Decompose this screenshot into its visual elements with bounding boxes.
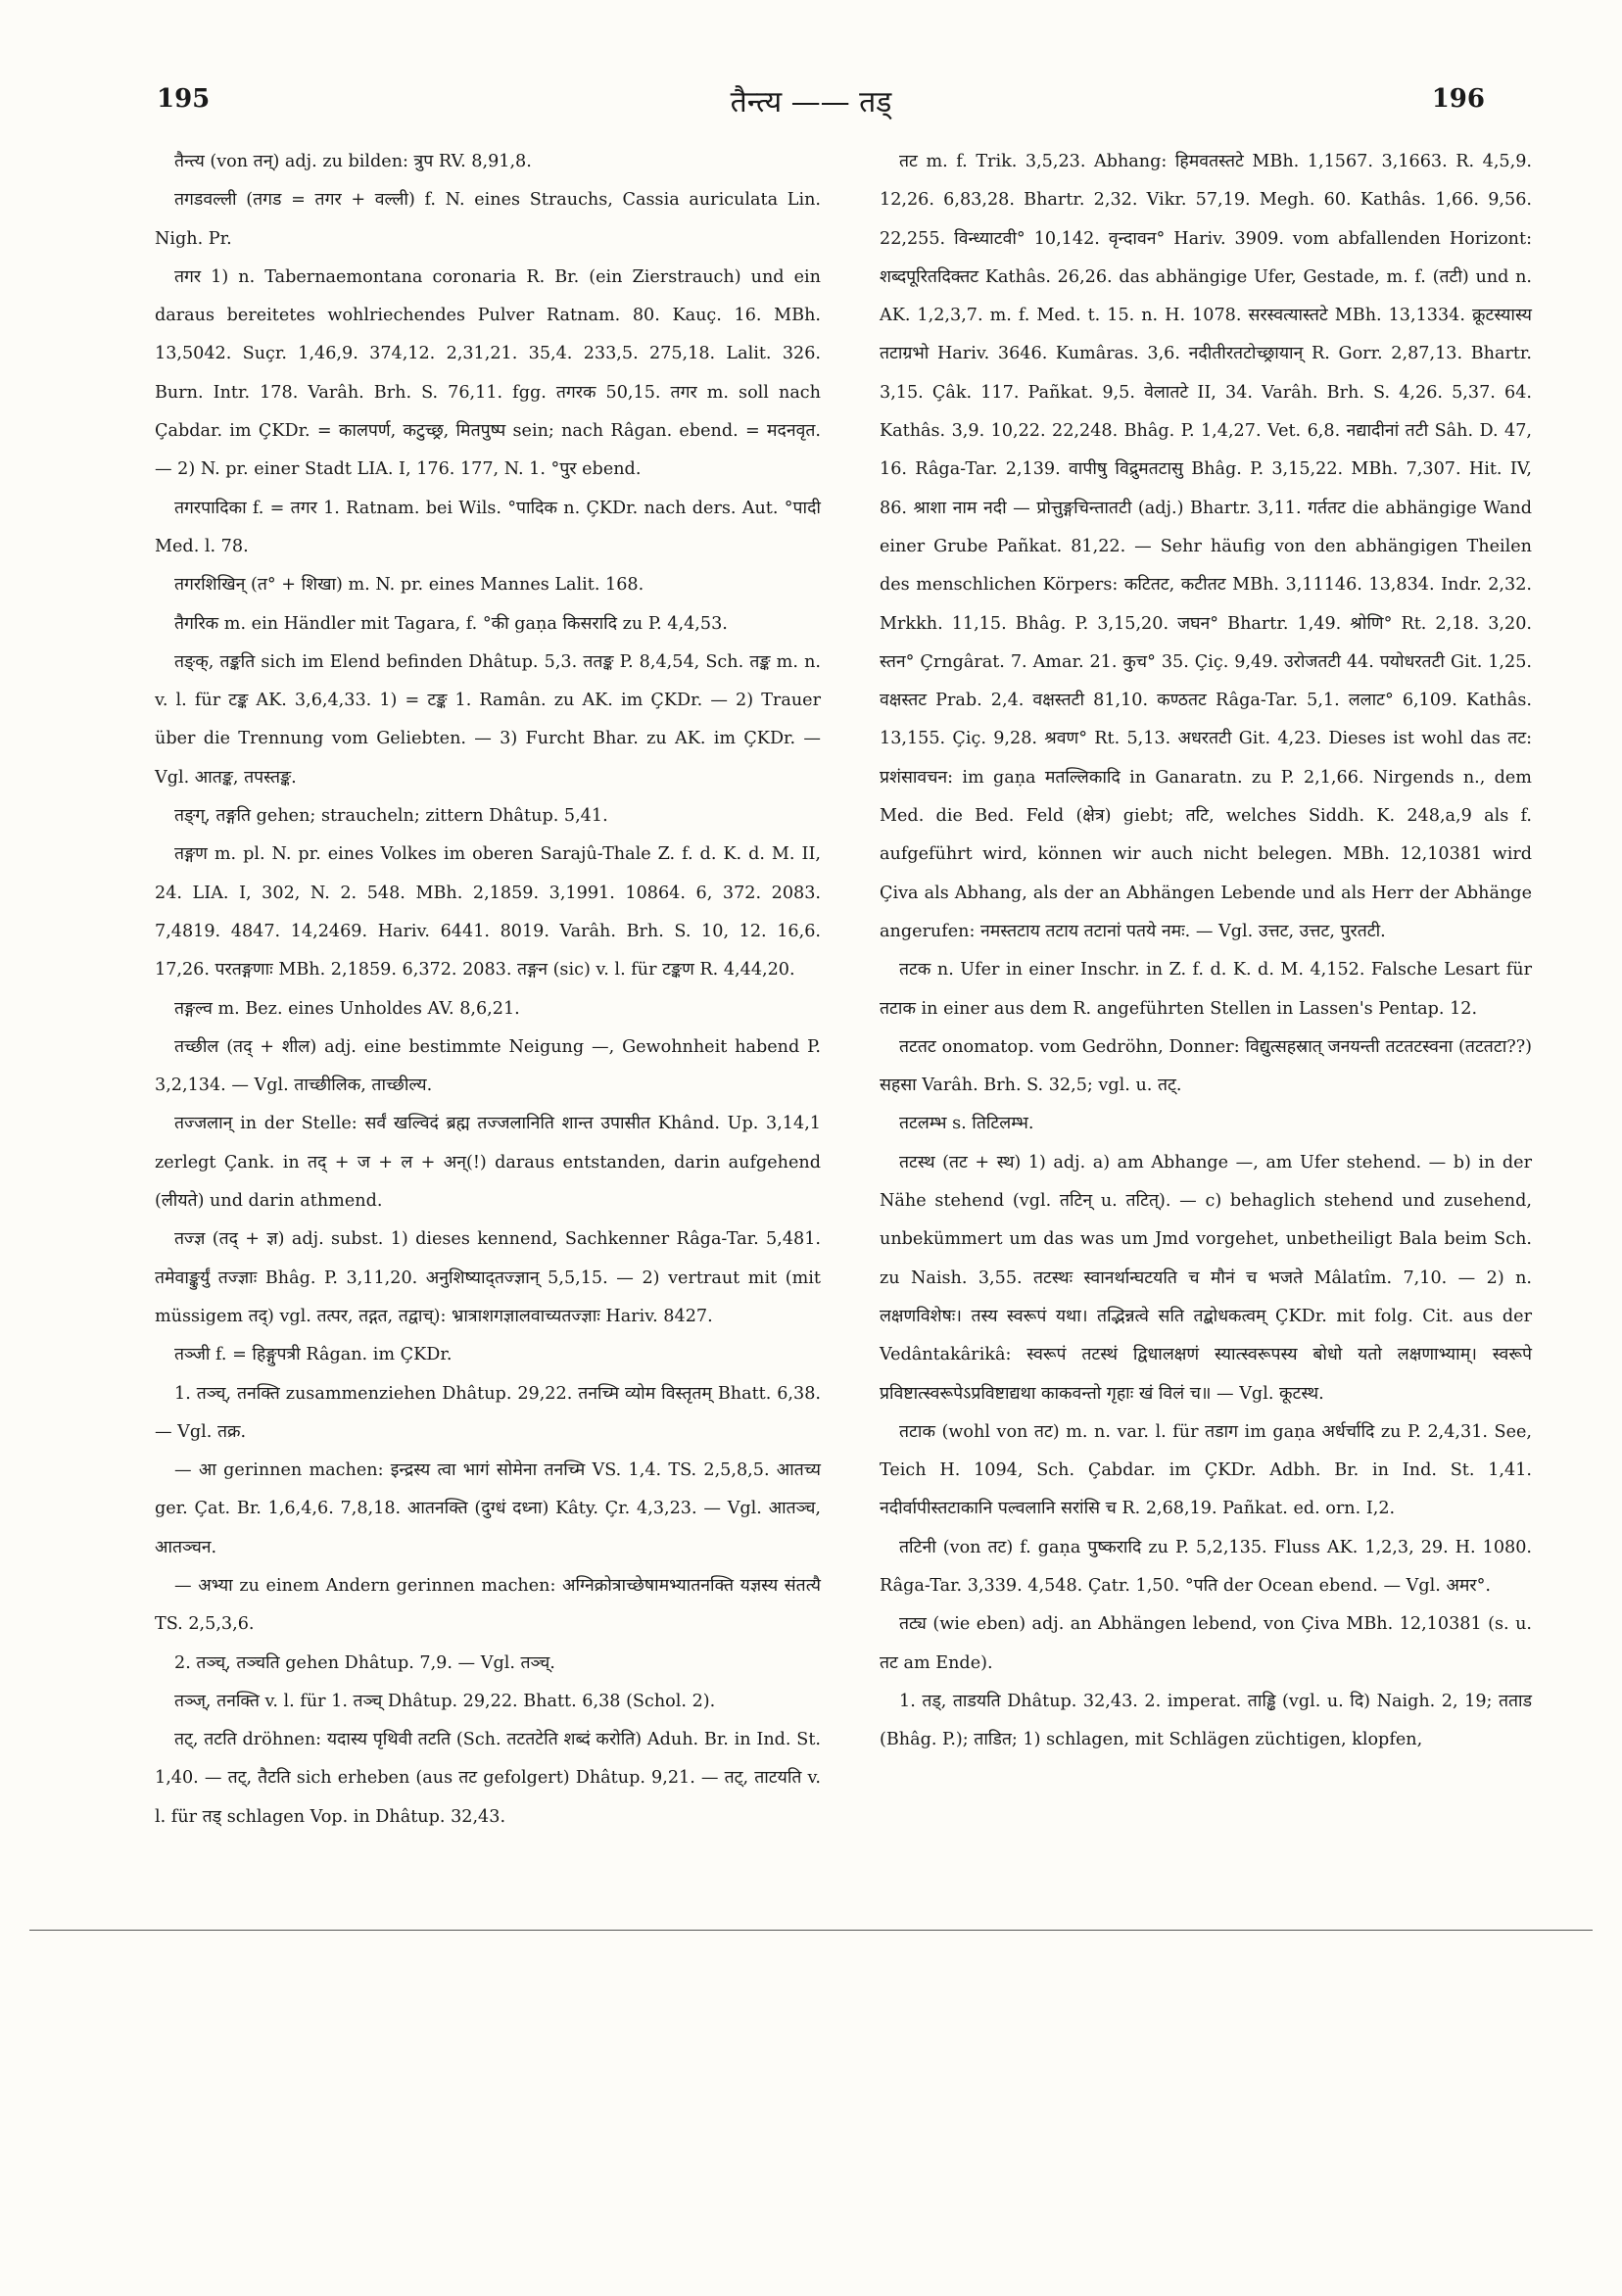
entry: तगर 1) n. Tabernaemontana coronaria R. Br. (ein Zierstrauch) und ein daraus bereitetes wohlriechendes Pulver Ratnam. 80. Kauç. 16. MBh. 13,5042. Suçr. 1,46,9. 374,12. 2,31,21. 35,4. 233,5. 275,18. Lalit. 326. Burn. Intr. 178. Varâh. Brh. S. 76,11. fgg. तगरक 50,15. तगर m. soll nach Çabdar. im ÇKDr. = कालपर्ण, कटुच्छ्र, मितपुष्प sein; nach Râgan. ebend. = मदनवृत. — 2) N. pr. einer Stadt LIA. I, 176. 177, N. 1. °पुर ebend. bbox=[155, 266, 821, 480]
footer-rule bbox=[29, 1930, 1593, 1931]
entry: 2. तञ्च्, तञ्चति gehen Dhâtup. 7,9. — Vgl. तञ्च्. bbox=[174, 1652, 555, 1673]
right-column bbox=[880, 143, 1532, 1759]
entry: तच्छील (तद् + शील) adj. eine bestimmte Neigung —, Gewohnheit habend P. 3,2,134. — Vgl. ताच्छीलिक, ताच्छील्य. bbox=[155, 1036, 821, 1096]
entry: — अभ्या zu einem Andern gerinnen machen: अग्निक्रोत्राच्छेषामभ्यातनक्ति यज्ञस्य संतत्यै TS. 2,5,3,6. bbox=[155, 1575, 821, 1635]
entry: 1. तड्, ताडयति Dhâtup. 32,43. 2. imperat. ताड्ढि (vgl. u. दि) Naigh. 2, 19; तताड (Bhâg. P.); ताडित; 1) schlagen, mit Schlägen züchtigen, klopfen, bbox=[880, 1691, 1532, 1750]
entry: तगरशिखिन् (त° + शिखा) m. N. pr. eines Mannes Lalit. 168. bbox=[174, 575, 644, 596]
entry: तङ्गल्व m. Bez. eines Unholdes AV. 8,6,21. bbox=[174, 998, 520, 1019]
entry: तज्ज्ञ (तद् + ज्ञ) adj. subst. 1) dieses kennend, Sachkenner Râga-Tar. 5,481. तमेवाङ्कुर्युं तज्ज्ञाः Bhâg. P. 3,11,20. अनुशिष्याद्तज्ज्ञान् 5,5,15. — 2) vertraut mit (mit müssigem तद्) vgl. तत्पर, तद्गत, तद्वाच्): भ्रात्राशगज्ञालवाच्यतज्ज्ञाः Hariv. 8427. bbox=[155, 1229, 821, 1326]
entry: 1. तञ्च्, तनक्ति zusammenziehen Dhâtup. 29,22. तनच्मि व्योम विस्तृतम् Bhatt. 6,38. — Vgl. तक्र. bbox=[155, 1383, 821, 1442]
page-header bbox=[0, 84, 1622, 123]
entry: तङ्ग्, तङ्गति gehen; straucheln; zittern Dhâtup. 5,41. bbox=[174, 806, 608, 827]
entry: तङ्गण m. pl. N. pr. eines Volkes im oberen Sarajû-Thale Z. f. d. K. d. M. II, 24. LIA. I, 302, N. 2. 548. MBh. 2,1859. 3,1991. 10864. 6, 372. 2083. 7,4819. 4847. 14,2469. Hariv. 6441. 8019. Varâh. Brh. S. 10, 12. 16,6. 17,26. परतङ्गणाः MBh. 2,1859. 6,372. 2083. तङ्गन (sic) v. l. für टङ्कण R. 4,44,20. bbox=[155, 844, 821, 981]
entry: तगरपादिका f. = तगर 1. Ratnam. bei Wils. °पादिक n. ÇKDr. nach ders. Aut. °पादी Med. l. 78. bbox=[155, 498, 821, 556]
entry: तञ्जी f. = हिङ्गुपत्री Râgan. im ÇKDr. bbox=[174, 1345, 453, 1365]
entry: — आ gerinnen machen: इन्द्रस्य त्वा भागं सोमेना तनच्मि VS. 1,4. TS. 2,5,8,5. आतच्य ger. Çat. Br. 1,6,4,6. 7,8,18. आतनक्ति (दुग्धं दध्ना) Kâty. Çr. 4,3,23. — Vgl. आतञ्च, आतञ्चन. bbox=[155, 1460, 821, 1557]
entry: तटतट onomatop. vom Gedröhn, Donner: विद्युत्सहस्रात् जनयन्ती तटतटस्वना (तटतटा??) सहसा Varâh. Brh. S. 32,5; vgl. u. तट्. bbox=[880, 1036, 1532, 1096]
entry: तैन्त्य (von तन्) adj. zu bilden: त्रुप RV. 8,91,8. bbox=[174, 152, 532, 171]
entry: तटक n. Ufer in einer Inschr. in Z. f. d. K. d. M. 4,152. Falsche Lesart für तटाक in einer aus dem R. angeführten Stellen in Lassen's Pentap. 12. bbox=[880, 960, 1532, 1019]
entry: तट m. f. Trik. 3,5,23. Abhang: हिमवतस्तटे MBh. 1,1567. 3,1663. R. 4,5,9. 12,26. 6,83,28. Bhartr. 2,32. Vikr. 57,19. Megh. 60. Kathâs. 1,66. 9,56. 22,255. विन्ध्याटवी° 10,142. वृन्दावन° Hariv. 3909. vom abfallenden Horizont: शब्दपूरितदिक्तट Kathâs. 26,26. das abhängige Ufer, Gestade, m. f. (तटी) und n. AK. 1,2,3,7. m. f. Med. t. 15. n. H. 1078. सरस्वत्यास्तटे MBh. 13,1334. क्रूटस्यास्य तटाग्रभो Hariv. 3646. Kumâras. 3,6. नदीतीरतटोच्छ्रायान् R. Gorr. 2,87,13. Bhartr. 3,15. Çâk. 117. Pañkat. 9,5. वेलातटे II, 34. Varâh. Brh. S. 4,26. 5,37. 64. Kathâs. 3,9. 10,22. 22,248. Bhâg. P. 1,4,27. Vet. 6,8. नद्यादीनां तटी Sâh. D. 47, 16. Râga-Tar. 2,139. वापीषु विद्रुमतटासु Bhâg. P. 3,15,22. MBh. 7,307. Hit. IV, 86. श्राशा नाम नदी — प्रोत्तुङ्गचिन्तातटी (adj.) Bhartr. 3,11. गर्ततट die abhängige Wand einer Grube Pañkat. 81,22. — Sehr häufig von den abhängigen Theilen des menschlichen Körpers: कटितट, कटीतट MBh. 3,11146. 13,834. Indr. 2,32. Mrkkh. 11,15. Bhâg. P. 3,15,20. जघन° Bhartr. 1,49. श्रोणि° Rt. 2,18. 3,20. स्तन° Çrngârat. 7. Amar. 21. कुच° 35. Çiç. 9,49. उरोजतटी 44. पयोधरतटी Git. 1,25. वक्षस्तट Prab. 2,4. वक्षस्तटी 81,10. कण्ठतट Râga-Tar. 5,1. ललाट° 6,109. Kathâs. 13,155. Çiç. 9,28. श्रवण° Rt. 5,13. अधरतटी Git. 4,23. Dieses ist wohl das तट: प्रशंसावचन: im gaṇa मतल्लिकादि in Ganaratn. zu P. 2,1,66. Nirgends n., dem Med. die Bed. Feld (क्षेत्र) giebt; तटि, welches Siddh. K. 248,a,9 als f. aufgeführt wird, können wir auch nicht belegen. MBh. 12,10381 wird Çiva als Abhang, als der an Abhängen Lebende und als Herr der Abhänge angerufen: नमस्तटाय तटाय तटानां पतये नमः. — Vgl. उत्तट, उत्तट, पुरतटी. bbox=[880, 152, 1532, 941]
entry: तटाक (wohl von तट) m. n. var. l. für तडाग im gaṇa अर्धर्चादि zu P. 2,4,31. See, Teich H. 1094, Sch. Çabdar. im ÇKDr. Adbh. Br. in Ind. St. 1,41. नदीर्वापीस्तटाकानि पल्वलानि सरांसि च R. 2,68,19. Pañkat. ed. orn. I,2. bbox=[880, 1421, 1532, 1519]
left-column bbox=[155, 143, 821, 1837]
entry: तैगरिक m. ein Händler mit Tagara, f. °की gaṇa किसरादि zu P. 4,4,53. bbox=[174, 613, 728, 634]
entry: तटस्थ (तट + स्थ) 1) adj. a) am Abhange —, am Ufer stehend. — b) in der Nähe stehend (vgl. तटिन् u. तटित्). — c) behaglich stehend und zusehend, unbekümmert um das was um Jmd vorgehet, unbetheiligt Bala beim Sch. zu Naish. 3,55. तटस्थः स्वानर्थान्घटयति च मौनं च भजते Mâlatîm. 7,10. — 2) n. लक्षणविशेषः। तस्य स्वरूपं यथा। तद्भिन्नत्वे सति तद्बोधकत्वम् ÇKDr. mit folg. Cit. aus der Vedântakârikâ: स्वरूपं तटस्थं द्विधालक्षणं स्यात्स्वरूपस्य बोधो यतो लक्षणाभ्याम्। स्वरूपे प्रविष्टात्स्वरूपेऽप्रविष्टाद्यथा काकवन्तो गृहाः खं विलं च॥ — Vgl. कूटस्थ. bbox=[880, 1152, 1532, 1404]
entry: तट्, तटति dröhnen: यदास्य पृथिवी तटति (Sch. तटतटेति शब्दं करोति) Aduh. Br. in Ind. St. 1,40. — तट्, तैटति sich erheben (aus तट gefolgert) Dhâtup. 9,21. — तट्, ताटयति v. l. für तड् schlagen Vop. in Dhâtup. 32,43. bbox=[155, 1730, 821, 1827]
entry: तङ्क्, तङ्कति sich im Elend befinden Dhâtup. 5,3. ततङ्क P. 8,4,54, Sch. तङ्क m. n. v. l. für टङ्क AK. 3,6,4,33. 1) = टङ्क 1. Ramân. zu AK. im ÇKDr. — 2) Trauer über die Trennung vom Geliebten. — 3) Furcht Bhar. zu AK. im ÇKDr. — Vgl. आतङ्क, तपस्तङ्क. bbox=[155, 651, 821, 788]
entry: तञ्ज्, तनक्ति v. l. für 1. तञ्च् Dhâtup. 29,22. Bhatt. 6,38 (Schol. 2). bbox=[174, 1691, 716, 1711]
entry: तटिनी (von तट) f. gaṇa पुष्करादि zu P. 5,2,135. Fluss AK. 1,2,3, 29. H. 1080. Râga-Tar. 3,339. 4,548. Çatr. 1,50. °पति der Ocean ebend. — Vgl. अमर°. bbox=[880, 1537, 1532, 1596]
page-number-right: 196 bbox=[1431, 84, 1485, 114]
running-title: तैन्त्य —— तड् bbox=[730, 85, 892, 120]
entry: तगडवल्ली (तगड = तगर + वल्ली) f. N. eines Strauchs, Cassia auriculata Lin. Nigh. Pr. bbox=[155, 190, 821, 249]
entry: तट्य (wie eben) adj. an Abhängen lebend, von Çiva MBh. 12,10381 (s. u. तट am Ende). bbox=[880, 1614, 1532, 1673]
entry: तटलम्भ s. तिटिलम्भ. bbox=[899, 1114, 1034, 1134]
entry: तज्जलान् in der Stelle: सर्वं खल्विदं ब्रह्म तज्जलानिति शान्त उपासीत Khând. Up. 3,14,1 zerlegt Çank. in तद् + ज + ल + अन्(!) daraus entstanden, darin aufgehend (लीयते) und darin athmend. bbox=[155, 1114, 821, 1212]
page-number-left: 195 bbox=[157, 84, 211, 114]
